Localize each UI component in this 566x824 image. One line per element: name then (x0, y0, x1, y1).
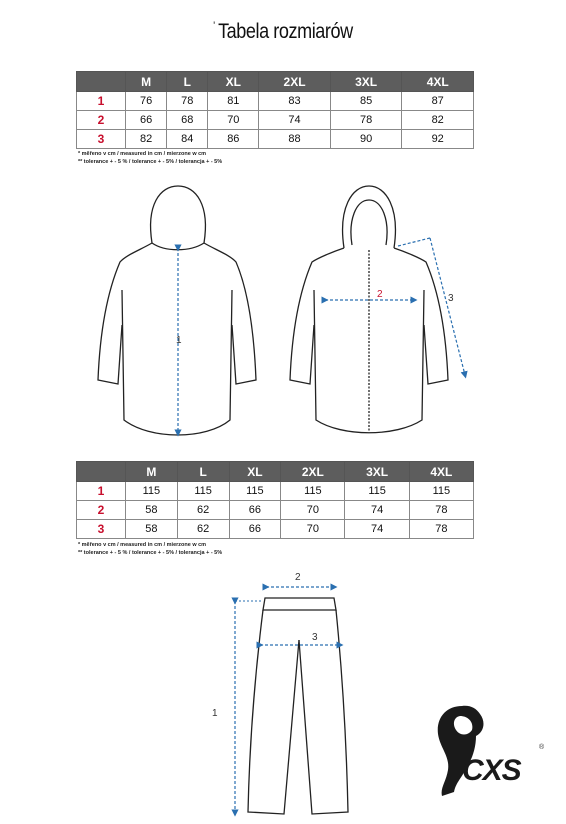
table-cell: 58 (126, 520, 178, 539)
table-cell: 78 (409, 520, 473, 539)
pants-waist-measure (266, 572, 334, 587)
table-cell: 58 (126, 501, 178, 520)
pants-hip-measure (260, 632, 340, 645)
size-header: 2XL (281, 462, 345, 482)
tolerance-note: ** tolerance + - 5 % / tolerance + - 5% / tolerancja + - 5% (78, 159, 223, 165)
table-cell: 62 (177, 501, 229, 520)
row-label: 2 (77, 111, 126, 130)
size-header: M (126, 462, 178, 482)
table-cell: 66 (229, 520, 281, 539)
pants-length-measure (212, 601, 262, 813)
table-cell: 92 (402, 130, 474, 149)
size-header: L (167, 72, 208, 92)
measure-label-3: 3 (448, 293, 454, 304)
table-cell: 82 (402, 111, 474, 130)
table-cell: 66 (126, 111, 167, 130)
table-cell: 76 (126, 92, 167, 111)
table-cell: 115 (345, 482, 409, 501)
jacket-back-drawing (98, 186, 256, 435)
measure-label-2: 2 (295, 572, 301, 583)
table-cell: 68 (167, 111, 208, 130)
tolerance-note: ** tolerance + - 5 % / tolerance + - 5% / tolerancja + - 5% (78, 550, 223, 556)
measure-label-3: 3 (312, 632, 318, 643)
table-cell: 70 (281, 520, 345, 539)
table-cell: 70 (208, 111, 259, 130)
table-cell: 85 (330, 92, 402, 111)
table-cell: 74 (345, 501, 409, 520)
table-cell: 115 (177, 482, 229, 501)
table-cell: 70 (281, 501, 345, 520)
jacket-front-chest-measure (325, 289, 414, 300)
size-header: 3XL (345, 462, 409, 482)
registered-mark: ® (539, 744, 545, 751)
pants-drawing (248, 598, 348, 814)
table-cell: 78 (167, 92, 208, 111)
table-cell: 115 (409, 482, 473, 501)
measure-label-1: 1 (176, 335, 182, 346)
row-label: 2 (77, 501, 126, 520)
row-label: 1 (77, 92, 126, 111)
size-header: 2XL (259, 72, 331, 92)
table-cell: 78 (409, 501, 473, 520)
jacket-front-sleeve-measure (398, 238, 465, 375)
row-label: 3 (77, 520, 126, 539)
jacket-back-length-measure (176, 248, 182, 433)
table-cell: 81 (208, 92, 259, 111)
table-cell: 78 (330, 111, 402, 130)
table-cell: 66 (229, 501, 281, 520)
row-label: 3 (77, 130, 126, 149)
row-label: 1 (77, 482, 126, 501)
table-cell: 86 (208, 130, 259, 149)
table-cell: 74 (259, 111, 331, 130)
table-cell: 88 (259, 130, 331, 149)
measure-label-1: 1 (212, 708, 218, 719)
size-header: XL (229, 462, 281, 482)
table-cell: 83 (259, 92, 331, 111)
table-cell: 115 (229, 482, 281, 501)
table-cell: 115 (281, 482, 345, 501)
table-cell: 62 (177, 520, 229, 539)
size-header: 4XL (409, 462, 473, 482)
measurement-note: * měřeno v cm / measured in cm / mierzone w cm (78, 542, 207, 548)
table-cell: 115 (126, 482, 178, 501)
jacket-front-drawing (290, 186, 448, 433)
measurement-note: * měřeno v cm / measured in cm / mierzone w cm (78, 151, 207, 157)
size-header: XL (208, 72, 259, 92)
size-header: M (126, 72, 167, 92)
table-cell: 74 (345, 520, 409, 539)
size-header: 3XL (330, 72, 402, 92)
title-mark: ' (213, 20, 215, 32)
measure-label-2: 2 (377, 289, 383, 300)
size-header: 4XL (402, 72, 474, 92)
table-cell: 82 (126, 130, 167, 149)
table-cell: 84 (167, 130, 208, 149)
size-header: L (177, 462, 229, 482)
cxs-logo (438, 706, 545, 796)
logo-text: CXS (462, 754, 521, 787)
table-cell: 87 (402, 92, 474, 111)
title-text: Tabela rozmiarów (218, 20, 353, 43)
table-cell: 90 (330, 130, 402, 149)
